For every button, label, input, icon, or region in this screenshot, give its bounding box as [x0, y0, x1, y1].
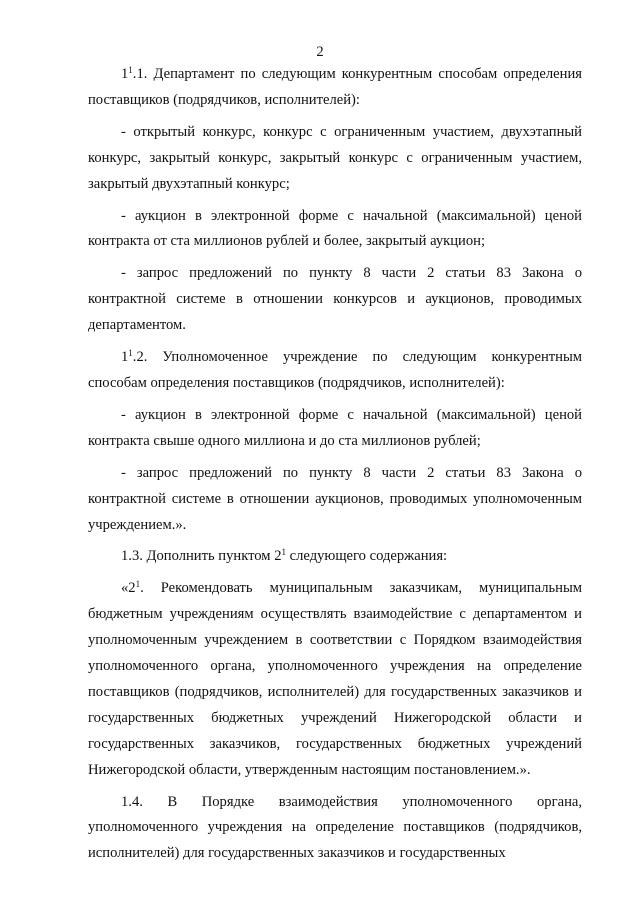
paragraph-1-3: 1.3. Дополнить пунктом $2^1$ следующего содержания:: [121, 547, 448, 565]
paragraph-request-institution: - запрос предложений по пункту 8 части 2 статьи 83 Закона о контрактной системе в отношении аукционов, проводимых уполномоченным учреждением.».: [88, 464, 582, 533]
paragraph-2-1-recommendation: «$2^1$. Рекомендовать муниципальным заказчикам, муниципальным бюджетным учреждениям осуществлять взаимодействие с департаментом и уполномоченным учреждением в соответствии с Порядком взаимодействия уполномоченного органа, уполномоченного учреждения на определение поставщиков (подрядчиков, исполнителей) для государственных заказчиков и государственных бюджетных учреждений Нижегородской области и государственных заказчиков, государственных бюджетных учреждений Нижегородской области, утвержденным настоящим постановлением.».: [88, 579, 582, 778]
paragraph-1-1-1: $1^1.1$. Департамент по следующим конкурентным способам определения поставщиков (подрядчиков, исполнителей):: [88, 65, 582, 108]
document-body: [88, 62, 582, 867]
paragraph-1-1-2: $1^1.2$. Уполномоченное учреждение по следующим конкурентным способам определения поставщиков (подрядчиков, исполнителей):: [88, 348, 582, 391]
paragraph-electronic-auction: - аукцион в электронной форме с начальной (максимальной) ценой контракта от ста миллионов рублей и более, закрытый аукцион;: [88, 207, 582, 250]
page-number: 2: [316, 44, 324, 60]
paragraph-auction-institution: - аукцион в электронной форме с начальной (максимальной) ценой контракта свыше одного миллиона и до ста миллионов рублей;: [88, 406, 582, 449]
paragraph-request-proposals: - запрос предложений по пункту 8 части 2 статьи 83 Закона о контрактной системе в отношении конкурсов и аукционов, проводимых департаментом.: [88, 265, 582, 334]
paragraph-open-tenders: - открытый конкурс, конкурс с ограниченным участием, двухэтапный конкурс, закрытый конкурс, закрытый конкурс с ограниченным участием, закрытый двухэтапный конкурс;: [88, 123, 582, 192]
paragraph-1-4: 1.4. В Порядке взаимодействия уполномоченного органа, уполномоченного учреждения на определение поставщиков (подрядчиков, исполнителей) для государственных заказчиков и государственных: [88, 793, 582, 862]
